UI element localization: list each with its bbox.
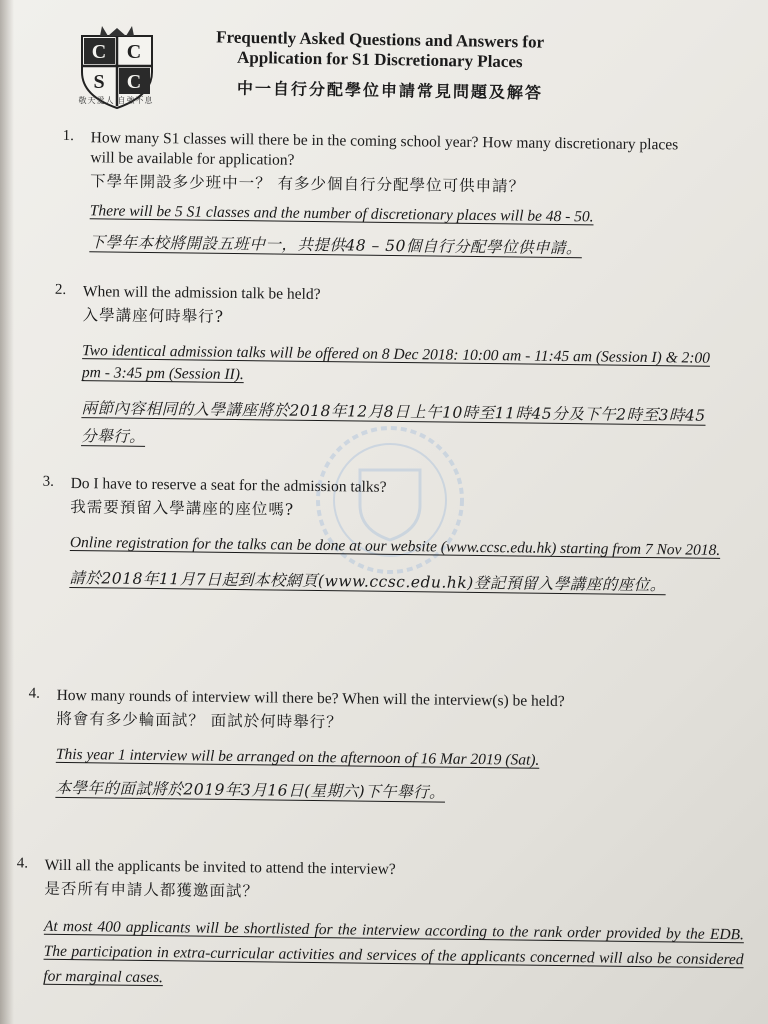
answer-en: At most 400 applicants will be shortlisted for the interview according to the rank order provided by the EDB. The participation in extra-curricular activities and services of the applicants concerned will also be considered for marginal cases. [43,917,745,987]
page-edge-shadow [0,0,14,1024]
crest-letter-3: S [93,71,105,93]
question-zh: 我需要預留入學講座的座位嗎? [70,497,295,519]
document-title-zh: 中一自行分配學位申請常見問題及解答 [236,78,544,103]
question-zh: 是否所有申請人都獲邀面試？ [44,879,260,901]
title-en-line-2: Application for S1 Discretionary Places [236,47,523,72]
answer-zh: 請於2018年11月7日起到本校網頁(www.ccsc.edu.hk)登記預留入學講座的座位。 [69,568,666,595]
question-en: When will the admission talk be held? [82,283,321,303]
answer-zh: 兩節內容相同的入學講座將於2018年12月8日上午10時至11時45分及下午2時至3時45分舉行。 [81,399,706,446]
question-number: 1. [62,127,75,145]
question-zh: 入學講座何時舉行? [82,306,225,326]
faq-item-2 [54,281,723,458]
question-en: Will all the applicants be invited to attend the interview? [44,856,396,879]
document-title-en [170,27,591,74]
question-number: 3. [42,473,54,490]
question-en: How many S1 classes will there be in the coming school year? How many discretionary places will be available for application? [90,129,679,169]
faq-item-3 [42,473,730,600]
answer-en: There will be 5 S1 classes and the number of discretionary places will be 48 - 50. [89,202,594,226]
faq-item-1 [62,127,701,263]
crest-letter-1: C [91,41,107,63]
question-zh: 將會有多少輪面試？ 面試於何時舉行？ [56,709,343,732]
answer-zh: 下學年本校將開設五班中一，共提供48 – 50個自行分配學位供申請。 [89,233,583,258]
question-number: 4. [28,685,40,702]
crest-letter-4: C [126,71,142,93]
answer-en: This year 1 interview will be arranged on the afternoon of 16 Mar 2019 (Sat). [55,745,540,769]
title-en-line-1: Frequently Asked Questions and Answers for [216,27,545,52]
answer-en: Two identical admission talks will be offered on 8 Dec 2018: 10:00 am - 11:45 am (Session I) & 2:00 pm - 3:45 pm (Session II). [81,342,711,384]
crest-motto: 敬天愛人 自強不息 [78,96,154,105]
question-number: 4. [16,855,29,872]
question-zh: 下學年開設多少班中一？ 有多少個自行分配學位可供申請？ [90,172,526,196]
faq-item-5 [16,855,745,998]
answer-zh: 本學年的面試將於2019年3月16日(星期六)下午舉行。 [55,778,446,802]
crest-letter-2: C [126,41,142,63]
faq-item-4 [28,685,736,810]
question-en: Do I have to reserve a seat for the admission talks? [70,474,387,496]
question-en: How many rounds of interview will there be? When will the interview(s) be held? [56,686,565,711]
answer-en: Online registration for the talks can be done at our website (www.ccsc.edu.hk) starting from 7 Nov 2018. [69,533,721,559]
question-number: 2. [54,281,67,298]
